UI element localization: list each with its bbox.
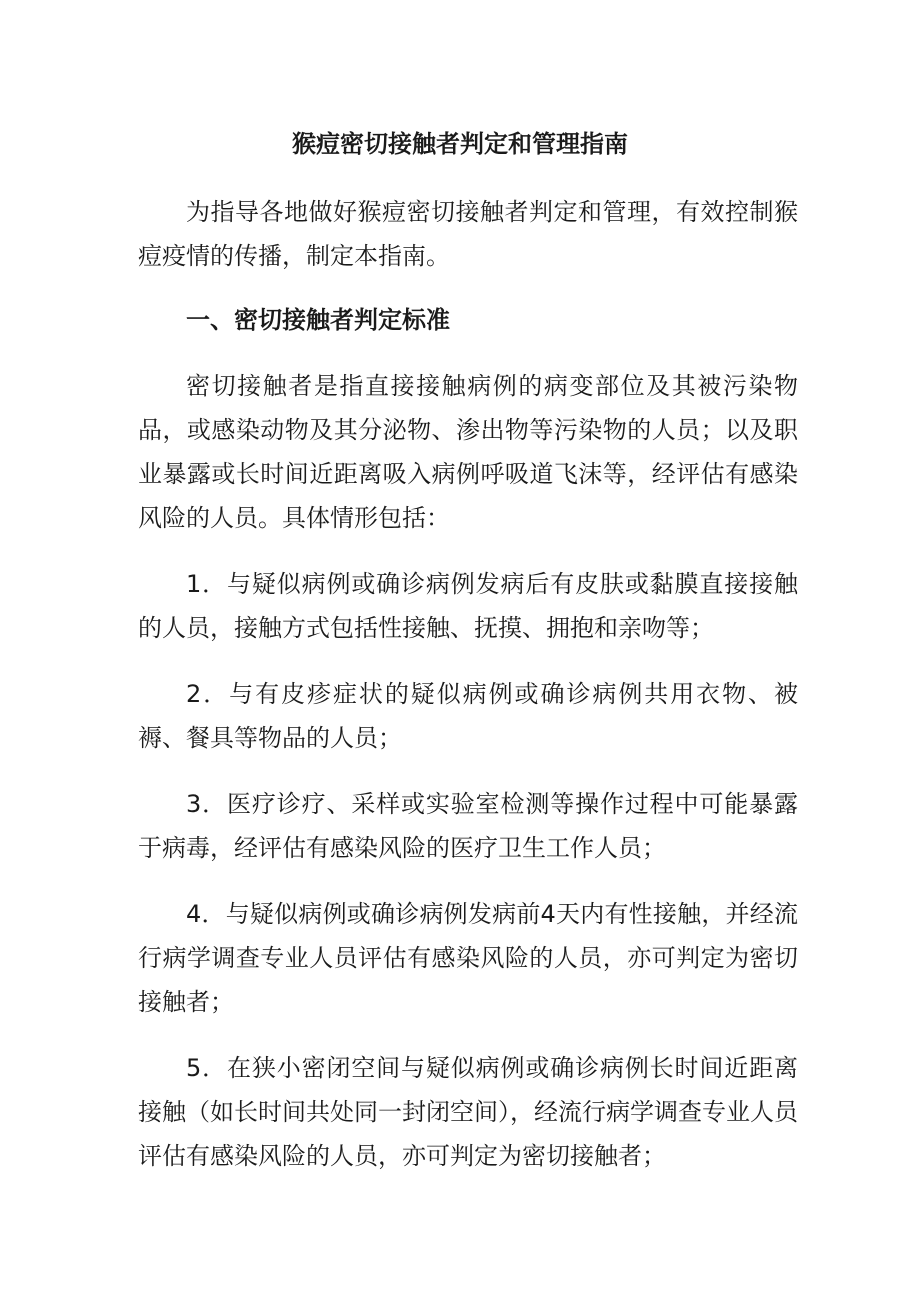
list-item-text: ．与疑似病例或确诊病例发病后有皮肤或黏膜直接接触的人员，接触方式包括性接触、抚摸、拥抱和亲吻等； xyxy=(138,570,798,642)
definition-paragraph: 密切接触者是指直接接触病例的病变部位及其被污染物品，或感染动物及其分泌物、渗出物等污染物的人员；以及职业暴露或长时间近距离吸入病例呼吸道飞沫等，经评估有感染风险的人员。具体情形包括： xyxy=(138,372,798,532)
list-item-number: 2 xyxy=(186,680,202,708)
list-item-text: ．与有皮疹症状的疑似病例或确诊病例共用衣物、被褥、餐具等物品的人员； xyxy=(138,680,798,752)
list-item xyxy=(138,1046,798,1178)
section-heading: 一、密切接触者判定标准 xyxy=(186,306,450,334)
document-title: 猴痘密切接触者判定和管理指南 xyxy=(292,130,628,158)
list-item-number: 3 xyxy=(186,790,202,818)
list-item xyxy=(138,782,798,870)
list-item-number: 1 xyxy=(186,570,202,598)
list-item xyxy=(138,672,798,760)
list-item-text: ．医疗诊疗、采样或实验室检测等操作过程中可能暴露于病毒，经评估有感染风险的医疗卫生工作人员； xyxy=(138,790,798,862)
list-item-text: ．与疑似病例或确诊病例发病前4天内有性接触，并经流行病学调查专业人员评估有感染风险的人员，亦可判定为密切接触者； xyxy=(138,900,798,1016)
list-item-number: 4 xyxy=(186,900,202,928)
list-item xyxy=(138,562,798,650)
list-item-text: ．在狭小密闭空间与疑似病例或确诊病例长时间近距离接触（如长时间共处同一封闭空间），经流行病学调查专业人员评估有感染风险的人员，亦可判定为密切接触者； xyxy=(138,1054,798,1170)
intro-paragraph: 为指导各地做好猴痘密切接触者判定和管理，有效控制猴痘疫情的传播，制定本指南。 xyxy=(138,198,798,270)
list-item-number: 5 xyxy=(186,1054,202,1082)
list-item xyxy=(138,892,798,1024)
